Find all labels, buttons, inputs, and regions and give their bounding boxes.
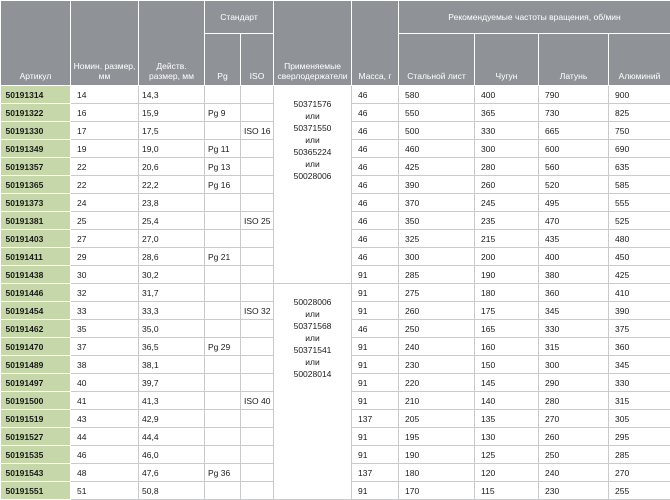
pg-cell	[205, 446, 241, 464]
mass-cell: 91	[352, 374, 399, 392]
pg-cell	[205, 374, 241, 392]
cast-iron-speed-cell: 140	[475, 392, 539, 410]
pg-cell	[205, 428, 241, 446]
drill-holder-line: 50371550	[277, 122, 348, 134]
iso-cell	[241, 104, 274, 122]
iso-cell	[241, 194, 274, 212]
nominal-size-cell: 32	[71, 284, 139, 302]
mass-cell: 91	[352, 428, 399, 446]
aluminium-speed-cell: 525	[609, 212, 670, 230]
article-cell: 50191551	[1, 482, 71, 500]
header-article: Артикул	[1, 1, 71, 86]
pg-cell	[205, 230, 241, 248]
nominal-size-cell: 22	[71, 158, 139, 176]
nominal-size-cell: 35	[71, 320, 139, 338]
table-row	[1, 284, 670, 302]
steel-speed-cell: 250	[399, 320, 475, 338]
article-cell: 50191454	[1, 302, 71, 320]
steel-speed-cell: 300	[399, 248, 475, 266]
nominal-size-cell: 44	[71, 428, 139, 446]
brass-speed-cell: 240	[539, 464, 609, 482]
mass-cell: 46	[352, 140, 399, 158]
article-cell: 50191349	[1, 140, 71, 158]
drill-holders-cell	[274, 284, 352, 500]
brass-speed-cell: 400	[539, 248, 609, 266]
iso-cell	[241, 374, 274, 392]
cast-iron-speed-cell: 120	[475, 464, 539, 482]
aluminium-speed-cell: 480	[609, 230, 670, 248]
brass-speed-cell: 230	[539, 482, 609, 500]
header-brass: Латунь	[539, 34, 609, 86]
cast-iron-speed-cell: 300	[475, 140, 539, 158]
steel-speed-cell: 220	[399, 374, 475, 392]
mass-cell: 46	[352, 320, 399, 338]
actual-size-cell: 30,2	[139, 266, 205, 284]
article-cell: 50191470	[1, 338, 71, 356]
drill-holder-line: 50371568	[277, 320, 348, 332]
cast-iron-speed-cell: 245	[475, 194, 539, 212]
steel-speed-cell: 205	[399, 410, 475, 428]
steel-speed-cell: 195	[399, 428, 475, 446]
actual-size-cell: 20,6	[139, 158, 205, 176]
cast-iron-speed-cell: 125	[475, 446, 539, 464]
pg-cell	[205, 410, 241, 428]
aluminium-speed-cell: 900	[609, 86, 670, 104]
aluminium-speed-cell: 690	[609, 140, 670, 158]
article-cell: 50191446	[1, 284, 71, 302]
iso-cell	[241, 266, 274, 284]
drill-holder-line: 50028014	[277, 368, 348, 380]
header-actual-size: Действ. размер, мм	[139, 1, 205, 86]
article-cell: 50191500	[1, 392, 71, 410]
steel-speed-cell: 500	[399, 122, 475, 140]
cast-iron-speed-cell: 180	[475, 284, 539, 302]
cast-iron-speed-cell: 150	[475, 356, 539, 374]
drill-holder-line: 50371541	[277, 344, 348, 356]
actual-size-cell: 47,6	[139, 464, 205, 482]
iso-cell: ISO 25	[241, 212, 274, 230]
brass-speed-cell: 360	[539, 284, 609, 302]
aluminium-speed-cell: 360	[609, 338, 670, 356]
cast-iron-speed-cell: 280	[475, 158, 539, 176]
article-cell: 50191365	[1, 176, 71, 194]
nominal-size-cell: 33	[71, 302, 139, 320]
aluminium-speed-cell: 305	[609, 410, 670, 428]
aluminium-speed-cell: 635	[609, 158, 670, 176]
iso-cell	[241, 338, 274, 356]
nominal-size-cell: 16	[71, 104, 139, 122]
mass-cell: 91	[352, 284, 399, 302]
aluminium-speed-cell: 285	[609, 446, 670, 464]
nominal-size-cell: 14	[71, 86, 139, 104]
mass-cell: 46	[352, 122, 399, 140]
actual-size-cell: 31,7	[139, 284, 205, 302]
pg-cell	[205, 320, 241, 338]
brass-speed-cell: 560	[539, 158, 609, 176]
header-cast-iron: Чугун	[475, 34, 539, 86]
pg-cell	[205, 266, 241, 284]
steel-speed-cell: 260	[399, 302, 475, 320]
cast-iron-speed-cell: 260	[475, 176, 539, 194]
actual-size-cell: 50,8	[139, 482, 205, 500]
mass-cell: 91	[352, 338, 399, 356]
header-mass: Масса, г	[352, 1, 399, 86]
steel-speed-cell: 285	[399, 266, 475, 284]
header-aluminium: Алюминий	[609, 34, 670, 86]
mass-cell: 91	[352, 302, 399, 320]
mass-cell: 91	[352, 266, 399, 284]
iso-cell	[241, 140, 274, 158]
cast-iron-speed-cell: 160	[475, 338, 539, 356]
brass-speed-cell: 790	[539, 86, 609, 104]
iso-cell	[241, 446, 274, 464]
pg-cell	[205, 194, 241, 212]
aluminium-speed-cell: 450	[609, 248, 670, 266]
brass-speed-cell: 730	[539, 104, 609, 122]
pg-cell	[205, 122, 241, 140]
mass-cell: 91	[352, 482, 399, 500]
pg-cell	[205, 212, 241, 230]
header-drill-holders: Применяемые сверлодержатели	[274, 1, 352, 86]
cast-iron-speed-cell: 365	[475, 104, 539, 122]
steel-speed-cell: 210	[399, 392, 475, 410]
article-cell: 50191357	[1, 158, 71, 176]
mass-cell: 46	[352, 194, 399, 212]
header-pg: Pg	[205, 34, 241, 86]
actual-size-cell: 42,9	[139, 410, 205, 428]
drill-holder-line: 50028006	[277, 170, 348, 182]
cast-iron-speed-cell: 190	[475, 266, 539, 284]
brass-speed-cell: 330	[539, 320, 609, 338]
pg-cell: Pg 29	[205, 338, 241, 356]
actual-size-cell: 27,0	[139, 230, 205, 248]
iso-cell	[241, 320, 274, 338]
mass-cell: 46	[352, 248, 399, 266]
nominal-size-cell: 46	[71, 446, 139, 464]
steel-speed-cell: 425	[399, 158, 475, 176]
pg-cell: Pg 16	[205, 176, 241, 194]
steel-speed-cell: 580	[399, 86, 475, 104]
actual-size-cell: 15,9	[139, 104, 205, 122]
nominal-size-cell: 17	[71, 122, 139, 140]
mass-cell: 46	[352, 212, 399, 230]
actual-size-cell: 22,2	[139, 176, 205, 194]
aluminium-speed-cell: 825	[609, 104, 670, 122]
actual-size-cell: 46,0	[139, 446, 205, 464]
pg-cell: Pg 21	[205, 248, 241, 266]
cast-iron-speed-cell: 145	[475, 374, 539, 392]
table-header	[1, 1, 670, 86]
aluminium-speed-cell: 375	[609, 320, 670, 338]
brass-speed-cell: 260	[539, 428, 609, 446]
nominal-size-cell: 19	[71, 140, 139, 158]
iso-cell: ISO 40	[241, 392, 274, 410]
nominal-size-cell: 40	[71, 374, 139, 392]
mass-cell: 137	[352, 410, 399, 428]
actual-size-cell: 23,8	[139, 194, 205, 212]
article-cell: 50191403	[1, 230, 71, 248]
article-cell: 50191527	[1, 428, 71, 446]
actual-size-cell: 35,0	[139, 320, 205, 338]
brass-speed-cell: 315	[539, 338, 609, 356]
pg-cell	[205, 356, 241, 374]
iso-cell	[241, 482, 274, 500]
iso-cell	[241, 428, 274, 446]
nominal-size-cell: 29	[71, 248, 139, 266]
cast-iron-speed-cell: 165	[475, 320, 539, 338]
iso-cell	[241, 284, 274, 302]
steel-speed-cell: 180	[399, 464, 475, 482]
drill-holder-line: или	[277, 332, 348, 344]
iso-cell	[241, 410, 274, 428]
steel-speed-cell: 460	[399, 140, 475, 158]
brass-speed-cell: 600	[539, 140, 609, 158]
drill-holder-line: 50371576	[277, 98, 348, 110]
actual-size-cell: 28,6	[139, 248, 205, 266]
drill-holder-line: или	[277, 158, 348, 170]
pg-cell: Pg 13	[205, 158, 241, 176]
table-row	[1, 86, 670, 104]
cast-iron-speed-cell: 200	[475, 248, 539, 266]
nominal-size-cell: 38	[71, 356, 139, 374]
nominal-size-cell: 48	[71, 464, 139, 482]
drill-holder-line: или	[277, 356, 348, 368]
nominal-size-cell: 24	[71, 194, 139, 212]
iso-cell: ISO 16	[241, 122, 274, 140]
table-body	[1, 86, 670, 500]
brass-speed-cell: 495	[539, 194, 609, 212]
aluminium-speed-cell: 750	[609, 122, 670, 140]
nominal-size-cell: 43	[71, 410, 139, 428]
brass-speed-cell: 520	[539, 176, 609, 194]
iso-cell: ISO 32	[241, 302, 274, 320]
pg-cell	[205, 482, 241, 500]
steel-speed-cell: 190	[399, 446, 475, 464]
steel-speed-cell: 240	[399, 338, 475, 356]
cast-iron-speed-cell: 235	[475, 212, 539, 230]
aluminium-speed-cell: 295	[609, 428, 670, 446]
brass-speed-cell: 380	[539, 266, 609, 284]
cast-iron-speed-cell: 175	[475, 302, 539, 320]
article-cell: 50191535	[1, 446, 71, 464]
actual-size-cell: 19,0	[139, 140, 205, 158]
actual-size-cell: 33,3	[139, 302, 205, 320]
actual-size-cell: 14,3	[139, 86, 205, 104]
article-cell: 50191381	[1, 212, 71, 230]
iso-cell	[241, 230, 274, 248]
nominal-size-cell: 22	[71, 176, 139, 194]
mass-cell: 46	[352, 86, 399, 104]
steel-speed-cell: 350	[399, 212, 475, 230]
header-recommended-speeds: Рекомендуемые частоты вращения, об/мин	[399, 1, 670, 34]
article-cell: 50191438	[1, 266, 71, 284]
pg-cell: Pg 9	[205, 104, 241, 122]
drill-holder-line: или	[277, 110, 348, 122]
drill-holder-line: 50365224	[277, 146, 348, 158]
mass-cell: 46	[352, 104, 399, 122]
actual-size-cell: 39,7	[139, 374, 205, 392]
header-nominal-size: Номин. размер, мм	[71, 1, 139, 86]
nominal-size-cell: 27	[71, 230, 139, 248]
pg-cell	[205, 86, 241, 104]
header-steel-sheet: Стальной лист	[399, 34, 475, 86]
mass-cell: 91	[352, 446, 399, 464]
actual-size-cell: 44,4	[139, 428, 205, 446]
cast-iron-speed-cell: 330	[475, 122, 539, 140]
iso-cell	[241, 158, 274, 176]
mass-cell: 91	[352, 392, 399, 410]
actual-size-cell: 41,3	[139, 392, 205, 410]
cast-iron-speed-cell: 400	[475, 86, 539, 104]
cast-iron-speed-cell: 215	[475, 230, 539, 248]
aluminium-speed-cell: 330	[609, 374, 670, 392]
iso-cell	[241, 356, 274, 374]
aluminium-speed-cell: 270	[609, 464, 670, 482]
iso-cell	[241, 464, 274, 482]
drill-holders-cell	[274, 86, 352, 284]
article-cell: 50191519	[1, 410, 71, 428]
steel-speed-cell: 325	[399, 230, 475, 248]
iso-cell	[241, 86, 274, 104]
nominal-size-cell: 37	[71, 338, 139, 356]
aluminium-speed-cell: 410	[609, 284, 670, 302]
brass-speed-cell: 270	[539, 410, 609, 428]
aluminium-speed-cell: 425	[609, 266, 670, 284]
nominal-size-cell: 30	[71, 266, 139, 284]
drill-holder-line: или	[277, 308, 348, 320]
brass-speed-cell: 435	[539, 230, 609, 248]
pg-cell: Pg 36	[205, 464, 241, 482]
brass-speed-cell: 290	[539, 374, 609, 392]
pg-cell	[205, 302, 241, 320]
article-cell: 50191314	[1, 86, 71, 104]
cast-iron-speed-cell: 130	[475, 428, 539, 446]
actual-size-cell: 38,1	[139, 356, 205, 374]
mass-cell: 46	[352, 230, 399, 248]
aluminium-speed-cell: 555	[609, 194, 670, 212]
iso-cell	[241, 176, 274, 194]
mass-cell: 46	[352, 158, 399, 176]
steel-speed-cell: 390	[399, 176, 475, 194]
steel-speed-cell: 370	[399, 194, 475, 212]
aluminium-speed-cell: 315	[609, 392, 670, 410]
brass-speed-cell: 280	[539, 392, 609, 410]
mass-cell: 137	[352, 464, 399, 482]
pg-cell	[205, 284, 241, 302]
pg-cell: Pg 11	[205, 140, 241, 158]
article-cell: 50191322	[1, 104, 71, 122]
steel-speed-cell: 550	[399, 104, 475, 122]
brass-speed-cell: 470	[539, 212, 609, 230]
brass-speed-cell: 665	[539, 122, 609, 140]
article-cell: 50191497	[1, 374, 71, 392]
drill-holder-line: или	[277, 134, 348, 146]
pg-cell	[205, 392, 241, 410]
article-cell: 50191462	[1, 320, 71, 338]
actual-size-cell: 36,5	[139, 338, 205, 356]
mass-cell: 91	[352, 356, 399, 374]
steel-speed-cell: 230	[399, 356, 475, 374]
steel-speed-cell: 275	[399, 284, 475, 302]
brass-speed-cell: 345	[539, 302, 609, 320]
aluminium-speed-cell: 255	[609, 482, 670, 500]
article-cell: 50191543	[1, 464, 71, 482]
actual-size-cell: 17,5	[139, 122, 205, 140]
actual-size-cell: 25,4	[139, 212, 205, 230]
steel-speed-cell: 170	[399, 482, 475, 500]
brass-speed-cell: 300	[539, 356, 609, 374]
header-iso: ISO	[241, 34, 274, 86]
aluminium-speed-cell: 390	[609, 302, 670, 320]
brass-speed-cell: 250	[539, 446, 609, 464]
aluminium-speed-cell: 585	[609, 176, 670, 194]
mass-cell: 46	[352, 176, 399, 194]
article-cell: 50191411	[1, 248, 71, 266]
header-standard: Стандарт	[205, 1, 274, 34]
cast-iron-speed-cell: 115	[475, 482, 539, 500]
aluminium-speed-cell: 345	[609, 356, 670, 374]
nominal-size-cell: 41	[71, 392, 139, 410]
drill-holder-line: 50028006	[277, 296, 348, 308]
cast-iron-speed-cell: 135	[475, 410, 539, 428]
nominal-size-cell: 25	[71, 212, 139, 230]
article-cell: 50191330	[1, 122, 71, 140]
article-cell: 50191489	[1, 356, 71, 374]
article-cell: 50191373	[1, 194, 71, 212]
iso-cell	[241, 248, 274, 266]
nominal-size-cell: 51	[71, 482, 139, 500]
